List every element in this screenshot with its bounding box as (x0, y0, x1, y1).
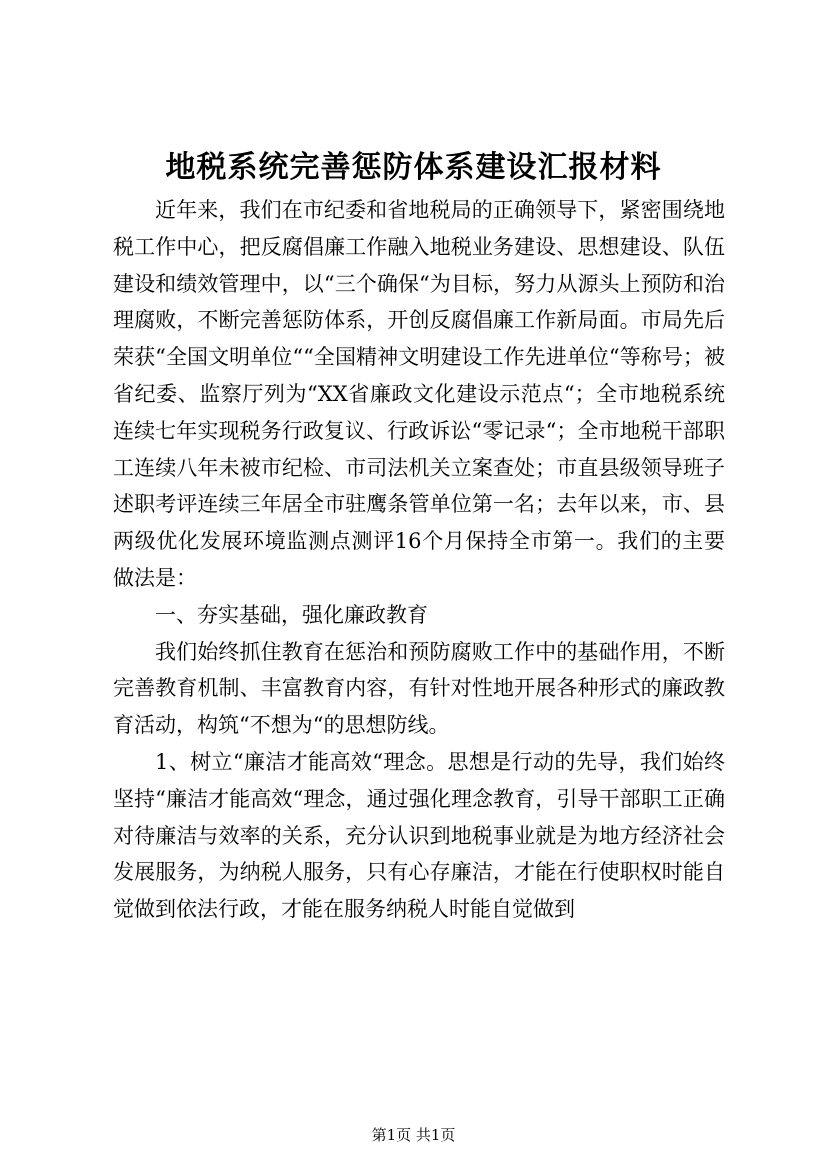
paragraph-point-1: 1、树立“廉洁才能高效“理念。思想是行动的先导，我们始终坚持“廉洁才能高效“理念，通过强化理念教育，引导干部职工正确对待廉洁与效率的关系，充分认识到地税事业就是为地方经济社会发展服务，为纳税人服务，只有心存廉洁，才能在行使职权时能自觉做到依法行政，才能在服务纳税人时能自觉做到 (113, 749, 725, 922)
section-heading: 一、夯实基础，强化廉政教育 (155, 602, 428, 627)
paragraph-intro: 近年来，我们在市纪委和省地税局的正确领导下，紧密围绕地税工作中心，把反腐倡廉工作融入地税业务建设、思想建设、队伍建设和绩效管理中，以“三个确保“为目标，努力从源头上预防和治理腐败，不断完善惩防体系，开创反腐倡廉工作新局面。市局先后荣获“全国文明单位““全国精神文明建设工作先进单位“等称号；被省纪委、监察厅列为“XX省廉政文化建设示范点“；全市地税系统连续七年实现税务行政复议、行政诉讼“零记录“；全市地税干部职工连续八年未被市纪检、市司法机关立案查处；市直县级领导班子述职考评连续三年居全市驻鹰条管单位第一名；去年以来，市、县两级优化发展环境监测点测评16个月保持全市第一。我们的主要做法是： (113, 198, 725, 590)
document-body (113, 192, 725, 928)
page-footer: 第1页 共1页 (371, 1126, 456, 1144)
document-title: 地税系统完善惩防体系建设汇报材料 (165, 150, 662, 185)
paragraph-section-summary: 我们始终抓住教育在惩治和预防腐败工作中的基础作用，不断完善教育机制、丰富教育内容，有针对性地开展各种形式的廉政教育活动，构筑“不想为“的思想防线。 (113, 639, 725, 738)
